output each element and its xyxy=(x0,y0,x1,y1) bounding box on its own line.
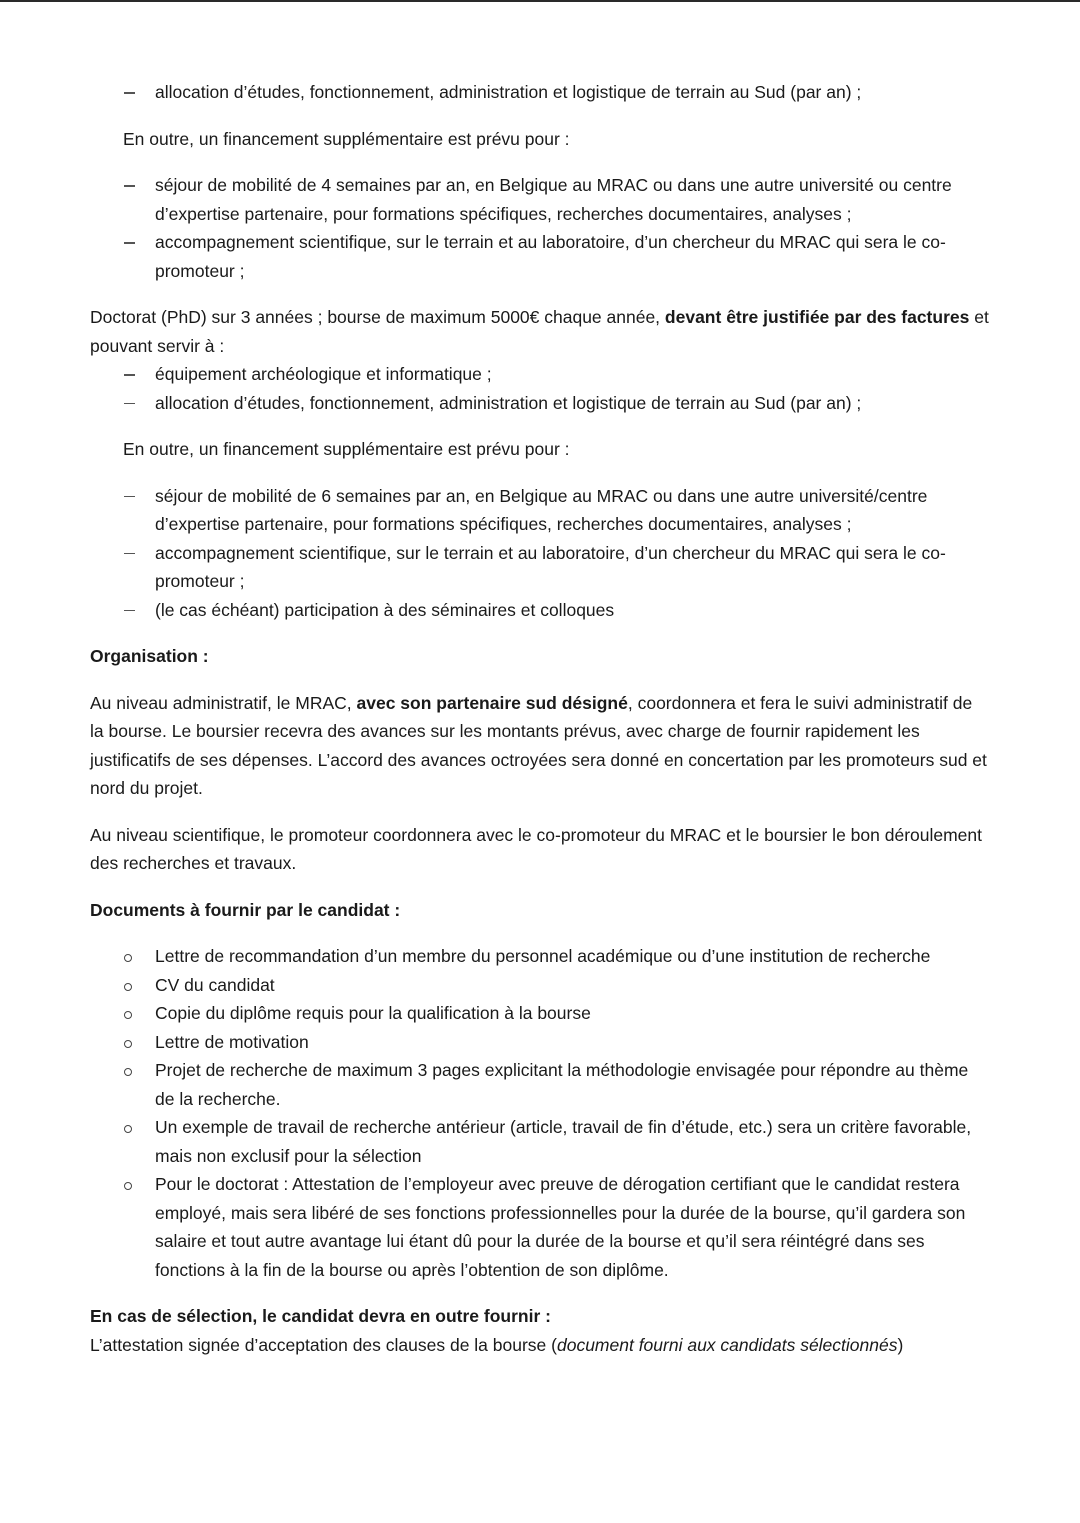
list-item: CV du candidat xyxy=(155,974,275,995)
organisation-admin-paragraph: Au niveau administratif, le MRAC, avec son partenaire sud désigné, coordonnera et fera le suivi administratif de la bourse. Le boursier recevra des avances sur les montants prévus, avec charge de fournir rapidement les justificatifs de ses dépenses. L’accord des avances octroyées sera donné en concertation par les promoteurs sud et nord du projet. xyxy=(90,692,987,798)
funding-list-master xyxy=(90,78,990,107)
list-item: Lettre de motivation xyxy=(155,1031,309,1052)
list-item: Un exemple de travail de recherche antérieur (article, travail de fin d’étude, etc.) sera un critère favorable, mais non exclusif pour la sélection xyxy=(155,1117,972,1166)
extra-funding-list-doctorat xyxy=(90,482,990,625)
selection-heading: En cas de sélection, le candidat devra en outre fournir : xyxy=(90,1306,551,1326)
list-item: équipement archéologique et informatique ; xyxy=(155,364,492,384)
list-item: allocation d’études, fonctionnement, administration et logistique de terrain au Sud (par an) ; xyxy=(155,82,862,102)
funding-list-doctorat xyxy=(90,360,990,417)
list-item: séjour de mobilité de 6 semaines par an, en Belgique au MRAC ou dans une autre université/centre d’expertise partenaire, pour formations spécifiques, recherches documentaires, analyses ; xyxy=(155,485,928,534)
list-item: allocation d’études, fonctionnement, administration et logistique de terrain au Sud (par an) ; xyxy=(155,392,862,413)
list-item: accompagnement scientifique, sur le terrain et au laboratoire, d’un chercheur du MRAC qui sera le co-promoteur ; xyxy=(155,542,946,591)
list-item: séjour de mobilité de 4 semaines par an, en Belgique au MRAC ou dans une autre université ou centre d’expertise partenaire, pour formations spécifiques, recherches documentaires, analyses ; xyxy=(155,175,952,224)
organisation-science-paragraph: Au niveau scientifique, le promoteur coordonnera avec le co-promoteur du MRAC et le boursier le bon déroulement des recherches et travaux. xyxy=(90,824,983,873)
selection-paragraph: L’attestation signée d’acceptation des clauses de la bourse (document fourni aux candidats sélectionnés) xyxy=(90,1334,904,1355)
documents-heading: Documents à fournir par le candidat : xyxy=(90,899,401,920)
list-item: Copie du diplôme requis pour la qualification à la bourse xyxy=(155,1003,591,1023)
list-item: (le cas échéant) participation à des séminaires et colloques xyxy=(155,599,615,620)
list-item: Pour le doctorat : Attestation de l’employeur avec preuve de dérogation certifiant que le candidat restera employé, mais sera libéré de ses fonctions professionnelles pour la durée de la bourse, qu’il gardera son salaire et tout autre avantage lui étant dû pour la durée de la bourse et qu’il sera réintégré dans ses fonctions à la fin de la bourse ou après l’obtention de son diplôme. xyxy=(155,1174,966,1280)
page-top-border xyxy=(0,0,1080,2)
documents-list xyxy=(90,942,990,1284)
extra-funding-intro: En outre, un financement supplémentaire est prévu pour : xyxy=(123,128,570,149)
list-item: accompagnement scientifique, sur le terrain et au laboratoire, d’un chercheur du MRAC qui sera le co-promoteur ; xyxy=(155,232,946,281)
doctorat-paragraph: Doctorat (PhD) sur 3 années ; bourse de maximum 5000€ chaque année, devant être justifiée par des factures et pouvant servir à : xyxy=(90,307,989,356)
list-item: Projet de recherche de maximum 3 pages explicitant la méthodologie envisagée pour répondre au thème de la recherche. xyxy=(155,1060,969,1109)
list-item: Lettre de recommandation d’un membre du personnel académique ou d’une institution de recherche xyxy=(155,946,931,966)
extra-funding-intro: En outre, un financement supplémentaire est prévu pour : xyxy=(123,439,570,459)
document-page xyxy=(90,78,990,1377)
organisation-heading: Organisation : xyxy=(90,646,209,666)
extra-funding-list-master xyxy=(90,171,990,285)
